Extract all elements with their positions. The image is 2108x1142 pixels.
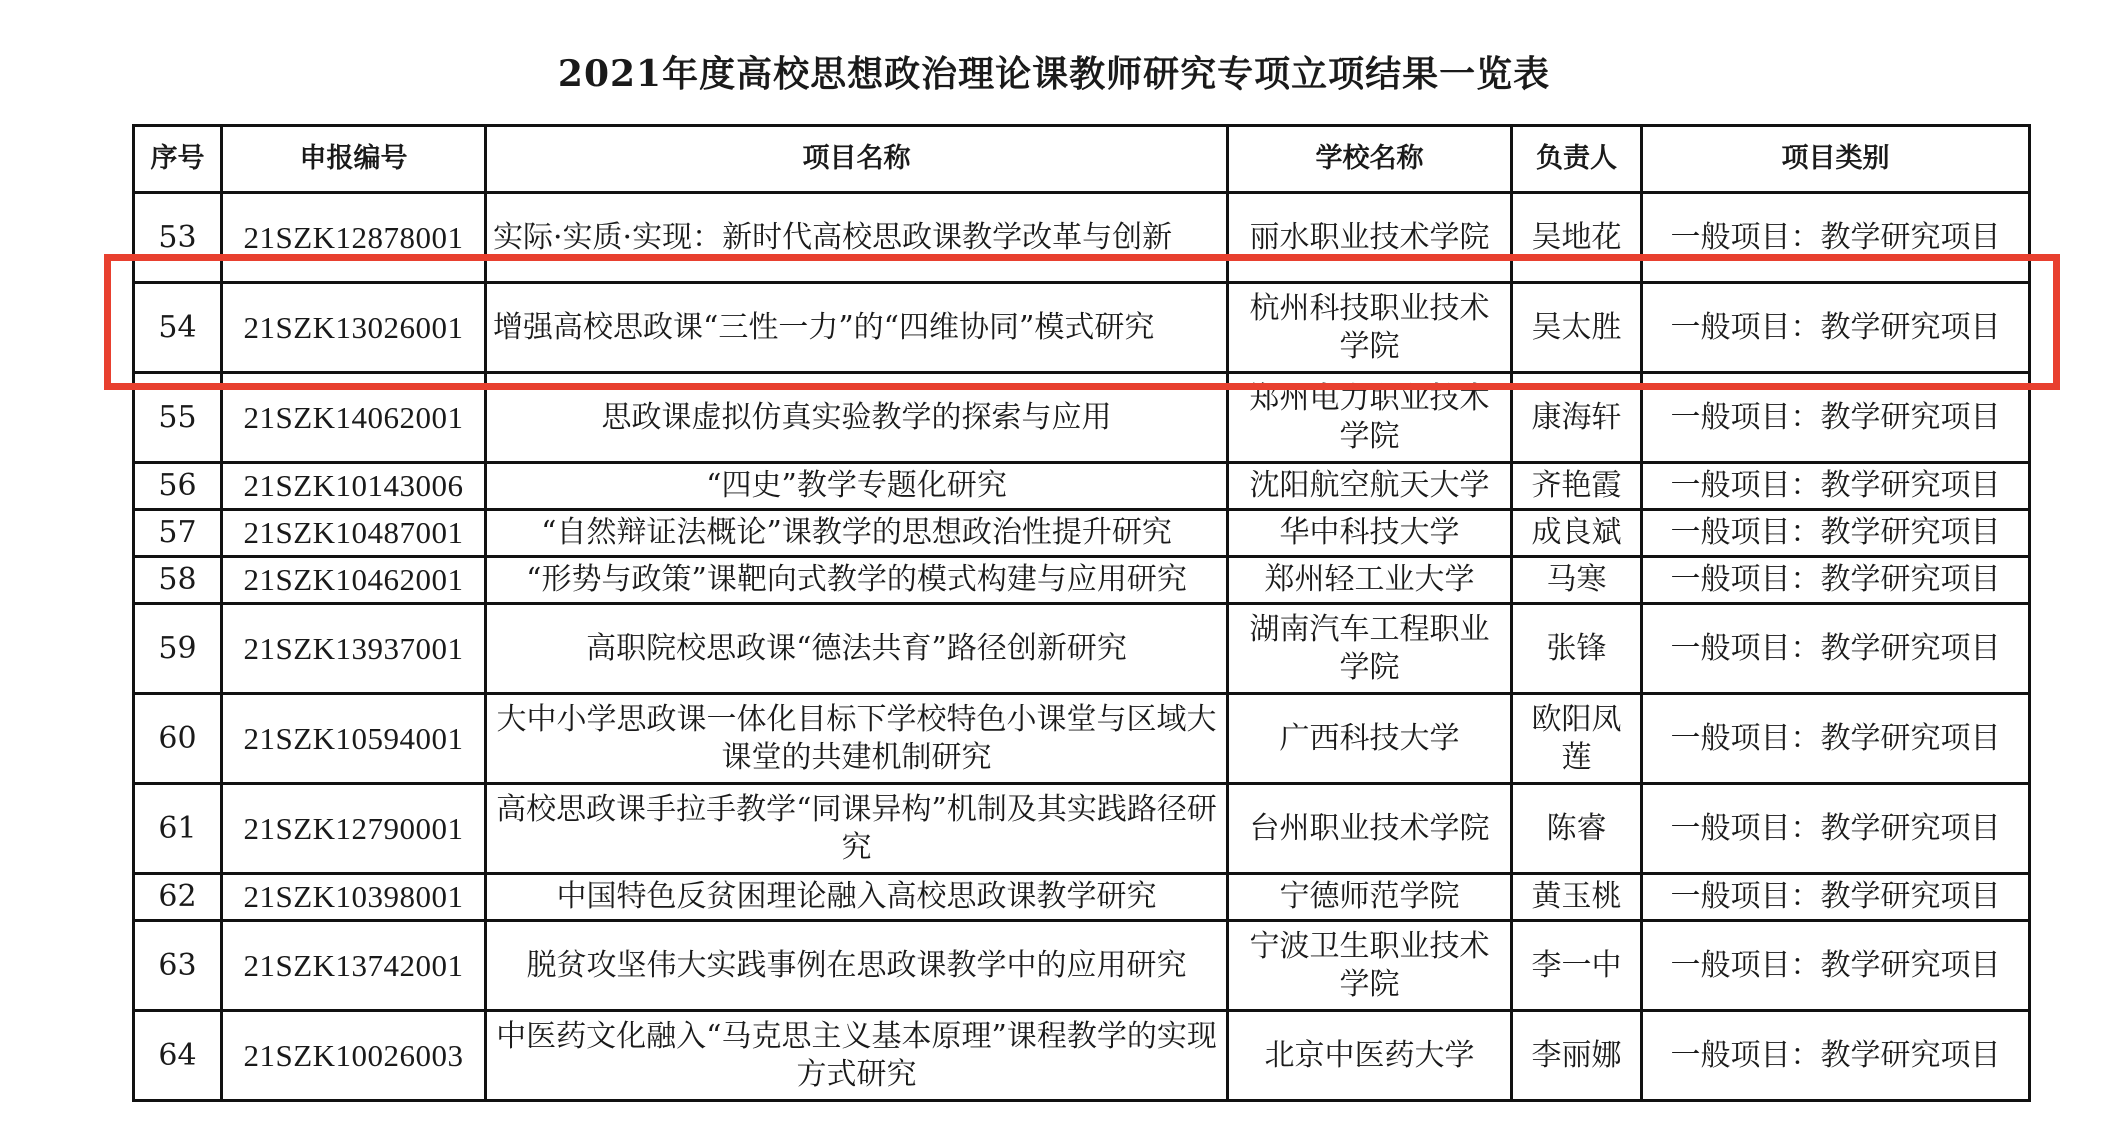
cell-principal: 齐艳霞 — [1512, 463, 1642, 510]
cell-principal: 李丽娜 — [1512, 1011, 1642, 1101]
cell-project-name: 高职院校思政课“德法共育”路径创新研究 — [486, 604, 1228, 694]
cell-project-category: 一般项目：教学研究项目 — [1642, 283, 2030, 373]
cell-school-name: 郑州电力职业技术学院 — [1228, 373, 1512, 463]
cell-application-number: 21SZK10487001 — [222, 510, 486, 557]
cell-index: 55 — [134, 373, 222, 463]
cell-application-number: 21SZK12790001 — [222, 784, 486, 874]
cell-project-name: 实际·实质·实现：新时代高校思政课教学改革与创新 — [486, 193, 1228, 283]
cell-principal: 马寒 — [1512, 557, 1642, 604]
cell-project-name: “形势与政策”课靶向式教学的模式构建与应用研究 — [486, 557, 1228, 604]
cell-project-name: 中医药文化融入“马克思主义基本原理”课程教学的实现方式研究 — [486, 1011, 1228, 1101]
table-row — [134, 604, 2030, 694]
cell-school-name: 湖南汽车工程职业学院 — [1228, 604, 1512, 694]
cell-project-category: 一般项目：教学研究项目 — [1642, 463, 2030, 510]
header-school-name: 学校名称 — [1228, 126, 1512, 193]
table-header-row — [134, 126, 2030, 193]
cell-project-name: “四史”教学专题化研究 — [486, 463, 1228, 510]
cell-index: 53 — [134, 193, 222, 283]
cell-principal: 吴太胜 — [1512, 283, 1642, 373]
cell-application-number: 21SZK10398001 — [222, 874, 486, 921]
table-row — [134, 694, 2030, 784]
cell-school-name: 北京中医药大学 — [1228, 1011, 1512, 1101]
document-title: 2021年度高校思想政治理论课教师研究专项立项结果一览表 — [557, 53, 1551, 95]
cell-project-name: 高校思政课手拉手教学“同课异构”机制及其实践路径研究 — [486, 784, 1228, 874]
cell-application-number: 21SZK14062001 — [222, 373, 486, 463]
cell-index: 57 — [134, 510, 222, 557]
cell-project-category: 一般项目：教学研究项目 — [1642, 604, 2030, 694]
cell-application-number: 21SZK10594001 — [222, 694, 486, 784]
table-row — [134, 784, 2030, 874]
header-application-number: 申报编号 — [222, 126, 486, 193]
cell-project-category: 一般项目：教学研究项目 — [1642, 921, 2030, 1011]
cell-school-name: 宁德师范学院 — [1228, 874, 1512, 921]
cell-project-category: 一般项目：教学研究项目 — [1642, 557, 2030, 604]
cell-application-number: 21SZK10143006 — [222, 463, 486, 510]
cell-principal: 黄玉桃 — [1512, 874, 1642, 921]
cell-index: 59 — [134, 604, 222, 694]
cell-index: 60 — [134, 694, 222, 784]
cell-project-name: “自然辩证法概论”课教学的思想政治性提升研究 — [486, 510, 1228, 557]
results-table-container — [132, 124, 2028, 1102]
cell-school-name: 杭州科技职业技术学院 — [1228, 283, 1512, 373]
table-row — [134, 373, 2030, 463]
cell-index: 63 — [134, 921, 222, 1011]
table-row-highlighted — [134, 283, 2030, 373]
header-project-category: 项目类别 — [1642, 126, 2030, 193]
cell-school-name: 华中科技大学 — [1228, 510, 1512, 557]
cell-application-number: 21SZK13937001 — [222, 604, 486, 694]
cell-index: 58 — [134, 557, 222, 604]
cell-index: 54 — [134, 283, 222, 373]
cell-application-number: 21SZK10026003 — [222, 1011, 486, 1101]
cell-index: 62 — [134, 874, 222, 921]
results-table — [132, 124, 2031, 1102]
cell-principal: 欧阳凤莲 — [1512, 694, 1642, 784]
cell-project-name: 中国特色反贫困理论融入高校思政课教学研究 — [486, 874, 1228, 921]
cell-project-category: 一般项目：教学研究项目 — [1642, 874, 2030, 921]
cell-principal: 成良斌 — [1512, 510, 1642, 557]
cell-application-number: 21SZK10462001 — [222, 557, 486, 604]
cell-project-category: 一般项目：教学研究项目 — [1642, 694, 2030, 784]
cell-index: 61 — [134, 784, 222, 874]
cell-project-category: 一般项目：教学研究项目 — [1642, 1011, 2030, 1101]
cell-index: 56 — [134, 463, 222, 510]
cell-school-name: 宁波卫生职业技术学院 — [1228, 921, 1512, 1011]
cell-school-name: 台州职业技术学院 — [1228, 784, 1512, 874]
cell-application-number: 21SZK13742001 — [222, 921, 486, 1011]
table-row — [134, 921, 2030, 1011]
header-index: 序号 — [134, 126, 222, 193]
header-principal: 负责人 — [1512, 126, 1642, 193]
cell-project-category: 一般项目：教学研究项目 — [1642, 784, 2030, 874]
table-row — [134, 463, 2030, 510]
cell-school-name: 沈阳航空航天大学 — [1228, 463, 1512, 510]
cell-project-name: 脱贫攻坚伟大实践事例在思政课教学中的应用研究 — [486, 921, 1228, 1011]
table-row — [134, 1011, 2030, 1101]
cell-application-number: 21SZK13026001 — [222, 283, 486, 373]
table-row — [134, 874, 2030, 921]
cell-project-category: 一般项目：教学研究项目 — [1642, 510, 2030, 557]
table-row — [134, 193, 2030, 283]
cell-principal: 康海轩 — [1512, 373, 1642, 463]
cell-principal: 吴地花 — [1512, 193, 1642, 283]
cell-project-name: 大中小学思政课一体化目标下学校特色小课堂与区域大课堂的共建机制研究 — [486, 694, 1228, 784]
cell-principal: 李一中 — [1512, 921, 1642, 1011]
cell-school-name: 广西科技大学 — [1228, 694, 1512, 784]
cell-project-category: 一般项目：教学研究项目 — [1642, 373, 2030, 463]
header-project-name: 项目名称 — [486, 126, 1228, 193]
cell-principal: 陈睿 — [1512, 784, 1642, 874]
cell-school-name: 丽水职业技术学院 — [1228, 193, 1512, 283]
cell-application-number: 21SZK12878001 — [222, 193, 486, 283]
cell-principal: 张锋 — [1512, 604, 1642, 694]
table-row — [134, 557, 2030, 604]
cell-project-name: 增强高校思政课“三性一力”的“四维协同”模式研究 — [486, 283, 1228, 373]
cell-project-category: 一般项目：教学研究项目 — [1642, 193, 2030, 283]
table-row — [134, 510, 2030, 557]
cell-project-name: 思政课虚拟仿真实验教学的探索与应用 — [486, 373, 1228, 463]
cell-index: 64 — [134, 1011, 222, 1101]
cell-school-name: 郑州轻工业大学 — [1228, 557, 1512, 604]
